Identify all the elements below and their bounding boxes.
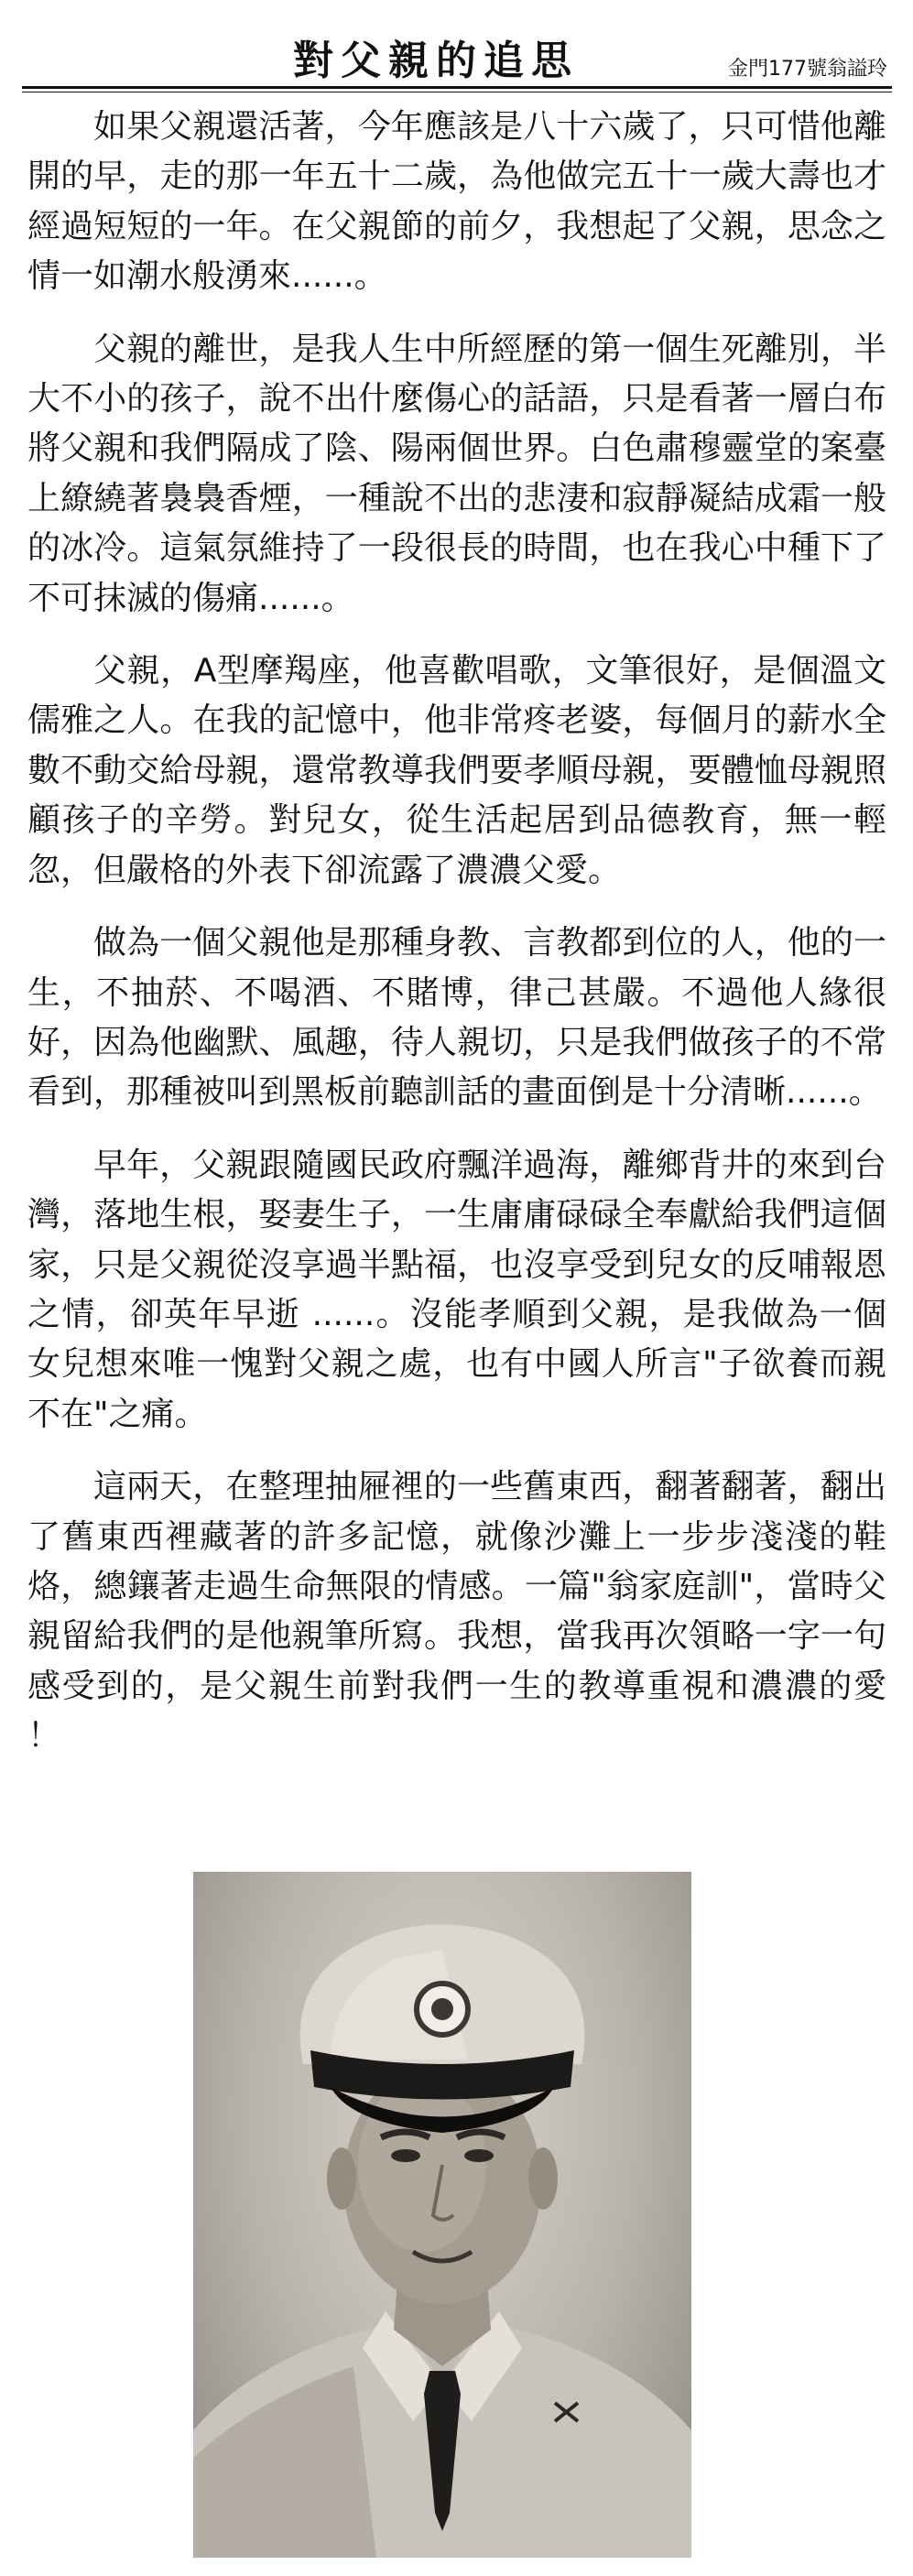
face-highlight — [358, 2078, 486, 2252]
portrait-photo-icon — [193, 1872, 691, 2558]
uniform-shadow — [193, 2366, 376, 2558]
eye-left — [391, 2149, 420, 2162]
paragraph: 如果父親還活著，今年應該是八十六歲了，只可惜他離開的早，走的那一年五十二歲，為他做完五十一歲大壽也才經過短短的一年。在父親節的前夕，我想起了父親，思念之情一如潮水般湧來......。 — [27, 108, 886, 296]
header-divider — [22, 86, 892, 89]
paragraph: 這兩天，在整理抽屜裡的一些舊東西，翻著翻著，翻出了舊東西裡藏著的許多記憶，就像沙灘上一步步淺淺的鞋烙，總鑲著走過生命無限的情感。一篇"翁家庭訓"，當時父親留給我們的是他親筆所寫。我想，當我再次領略一字一句感受到的，是父親生前對我們一生的教導重視和濃濃的愛 ！ — [27, 1468, 886, 1755]
eye-right — [464, 2149, 494, 2162]
ear-left — [327, 2147, 356, 2210]
paragraph: 做為一個父親他是那種身教、言教都到位的人，他的一生，不抽菸、不喝酒、不賭博，律己甚嚴。不過他人緣很好，因為他幽默、風趣，待人親切，只是我們做孩子的不常看到，那種被叫到黑板前聽訓話的畫面倒是十分清晰......。 — [27, 924, 886, 1112]
article-title: 對父親的追思 — [293, 38, 579, 84]
paragraph: 早年，父親跟隨國民政府飄洋過海，離鄉背井的來到台灣，落地生根，娶妻生子，一生庸庸碌碌全奉獻給我們這個家，只是父親從沒享過半點福，也沒享受到兒女的反哺報恩之情，卻英年早逝 ......。沒能孝順到父親，是我做為一個女兒想來唯一愧對父親之處，也有中國人所言"子欲養而親不在"之痛。 — [27, 1146, 886, 1433]
cap-badge-center — [431, 1998, 453, 2020]
article-header — [0, 0, 913, 92]
ear-right — [528, 2147, 558, 2210]
article-body — [27, 103, 886, 1785]
paragraph: 父親，A型摩羯座，他喜歡唱歌，文筆很好，是個溫文儒雅之人。在我的記憶中，他非常疼老婆，每個月的薪水全數不動交給母親，還常教導我們要孝順母親，要體恤母親照顧孩子的辛勞。對兒女，從生活起居到品德教育，無一輕忽，但嚴格的外表下卻流露了濃濃父愛。 — [27, 652, 886, 889]
paragraph: 父親的離世，是我人生中所經歷的第一個生死離別，半大不小的孩子，說不出什麼傷心的話語，只是看著一層白布將父親和我們隔成了陰、陽兩個世界。白色肅穆靈堂的案臺上繚繞著裊裊香煙，一種說不出的悲淒和寂靜凝結成霜一般的冰冷。這氣氛維持了一段很長的時間，也在我心中種下了不可抹滅的傷痛......。 — [27, 330, 886, 617]
article-byline: 金門177號翁謚玲 — [728, 58, 887, 81]
portrait-photo — [193, 1872, 691, 2558]
